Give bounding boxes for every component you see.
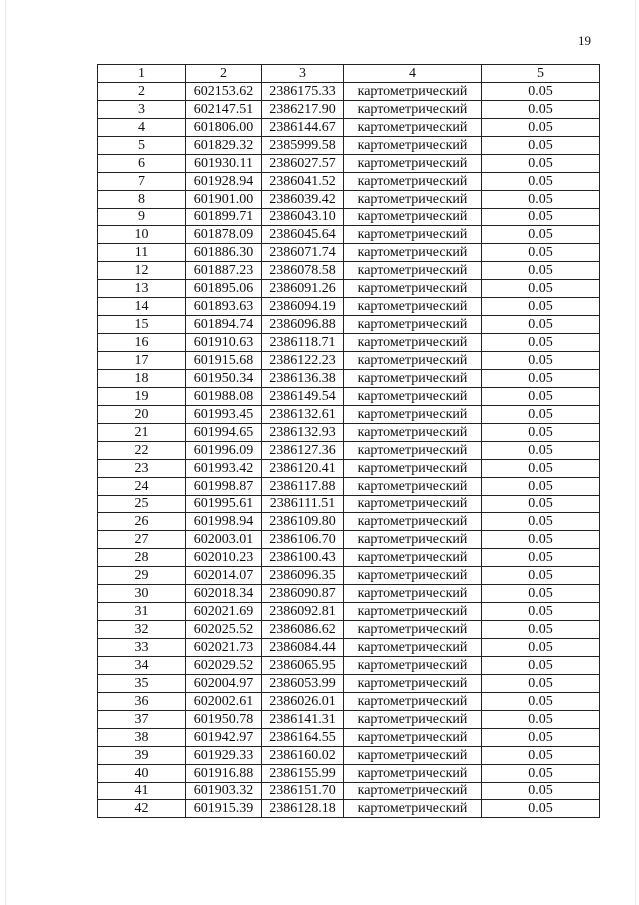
cell-x-coordinate: 601993.45	[186, 405, 262, 423]
cell-x-coordinate: 601899.71	[186, 208, 262, 226]
cell-point-number: 11	[98, 244, 186, 262]
cell-point-number: 17	[98, 352, 186, 370]
cell-accuracy: 0.05	[482, 513, 600, 531]
cell-accuracy: 0.05	[482, 118, 600, 136]
cell-method: картометрический	[344, 495, 482, 513]
cell-point-number: 39	[98, 746, 186, 764]
cell-accuracy: 0.05	[482, 800, 600, 818]
cell-method: картометрический	[344, 459, 482, 477]
cell-x-coordinate: 601915.68	[186, 352, 262, 370]
cell-y-coordinate: 2386027.57	[262, 154, 344, 172]
cell-y-coordinate: 2386217.90	[262, 100, 344, 118]
cell-x-coordinate: 601806.00	[186, 118, 262, 136]
cell-point-number: 3	[98, 100, 186, 118]
cell-method: картометрический	[344, 334, 482, 352]
cell-point-number: 14	[98, 298, 186, 316]
cell-accuracy: 0.05	[482, 82, 600, 100]
cell-point-number: 22	[98, 441, 186, 459]
cell-point-number: 6	[98, 154, 186, 172]
cell-point-number: 34	[98, 656, 186, 674]
cell-y-coordinate: 2386092.81	[262, 603, 344, 621]
cell-method: картометрический	[344, 172, 482, 190]
cell-method: картометрический	[344, 262, 482, 280]
cell-point-number: 35	[98, 674, 186, 692]
cell-point-number: 18	[98, 369, 186, 387]
cell-point-number: 20	[98, 405, 186, 423]
cell-point-number: 2	[98, 82, 186, 100]
cell-method: картометрический	[344, 82, 482, 100]
cell-x-coordinate: 601829.32	[186, 136, 262, 154]
cell-point-number: 38	[98, 728, 186, 746]
cell-accuracy: 0.05	[482, 208, 600, 226]
cell-accuracy: 0.05	[482, 639, 600, 657]
cell-y-coordinate: 2386141.31	[262, 710, 344, 728]
table-row	[98, 369, 600, 387]
cell-accuracy: 0.05	[482, 782, 600, 800]
cell-method: картометрический	[344, 513, 482, 531]
cell-point-number: 24	[98, 477, 186, 495]
cell-y-coordinate: 2386111.51	[262, 495, 344, 513]
cell-y-coordinate: 2386128.18	[262, 800, 344, 818]
cell-y-coordinate: 2386118.71	[262, 334, 344, 352]
cell-method: картометрический	[344, 746, 482, 764]
cell-y-coordinate: 2386090.87	[262, 585, 344, 603]
cell-point-number: 37	[98, 710, 186, 728]
cell-method: картометрический	[344, 100, 482, 118]
cell-x-coordinate: 601994.65	[186, 423, 262, 441]
cell-method: картометрический	[344, 477, 482, 495]
cell-method: картометрический	[344, 441, 482, 459]
cell-method: картометрический	[344, 369, 482, 387]
cell-y-coordinate: 2386109.80	[262, 513, 344, 531]
table-row	[98, 477, 600, 495]
table-row	[98, 298, 600, 316]
cell-y-coordinate: 2386094.19	[262, 298, 344, 316]
table-row	[98, 244, 600, 262]
cell-accuracy: 0.05	[482, 262, 600, 280]
cell-point-number: 28	[98, 549, 186, 567]
cell-x-coordinate: 601903.32	[186, 782, 262, 800]
cell-y-coordinate: 2385999.58	[262, 136, 344, 154]
cell-method: картометрический	[344, 621, 482, 639]
table-row	[98, 423, 600, 441]
table-row	[98, 100, 600, 118]
cell-x-coordinate: 601928.94	[186, 172, 262, 190]
header-cell-method: 4	[344, 65, 482, 83]
table-row	[98, 459, 600, 477]
cell-y-coordinate: 2386127.36	[262, 441, 344, 459]
cell-point-number: 9	[98, 208, 186, 226]
cell-accuracy: 0.05	[482, 280, 600, 298]
cell-point-number: 19	[98, 387, 186, 405]
cell-y-coordinate: 2386122.23	[262, 352, 344, 370]
cell-x-coordinate: 601901.00	[186, 190, 262, 208]
cell-y-coordinate: 2386120.41	[262, 459, 344, 477]
cell-y-coordinate: 2386086.62	[262, 621, 344, 639]
cell-y-coordinate: 2386043.10	[262, 208, 344, 226]
cell-accuracy: 0.05	[482, 656, 600, 674]
cell-method: картометрический	[344, 531, 482, 549]
table-row	[98, 226, 600, 244]
cell-x-coordinate: 602029.52	[186, 656, 262, 674]
cell-point-number: 16	[98, 334, 186, 352]
page-number: 19	[578, 33, 591, 48]
cell-x-coordinate: 602021.73	[186, 639, 262, 657]
cell-accuracy: 0.05	[482, 172, 600, 190]
cell-method: картометрический	[344, 567, 482, 585]
cell-x-coordinate: 601915.39	[186, 800, 262, 818]
table-row	[98, 280, 600, 298]
cell-x-coordinate: 601887.23	[186, 262, 262, 280]
table-row	[98, 405, 600, 423]
table-row	[98, 531, 600, 549]
table-row	[98, 710, 600, 728]
table-row	[98, 118, 600, 136]
cell-y-coordinate: 2386065.95	[262, 656, 344, 674]
cell-y-coordinate: 2386106.70	[262, 531, 344, 549]
cell-y-coordinate: 2386100.43	[262, 549, 344, 567]
cell-accuracy: 0.05	[482, 728, 600, 746]
cell-x-coordinate: 602002.61	[186, 692, 262, 710]
table-row	[98, 585, 600, 603]
table-row	[98, 387, 600, 405]
cell-x-coordinate: 601996.09	[186, 441, 262, 459]
cell-accuracy: 0.05	[482, 100, 600, 118]
cell-method: картометрический	[344, 782, 482, 800]
cell-point-number: 41	[98, 782, 186, 800]
cell-y-coordinate: 2386053.99	[262, 674, 344, 692]
table-row	[98, 190, 600, 208]
cell-x-coordinate: 602004.97	[186, 674, 262, 692]
cell-x-coordinate: 601988.08	[186, 387, 262, 405]
cell-y-coordinate: 2386091.26	[262, 280, 344, 298]
cell-accuracy: 0.05	[482, 692, 600, 710]
cell-accuracy: 0.05	[482, 746, 600, 764]
cell-accuracy: 0.05	[482, 405, 600, 423]
cell-point-number: 8	[98, 190, 186, 208]
cell-accuracy: 0.05	[482, 567, 600, 585]
cell-point-number: 21	[98, 423, 186, 441]
table-row	[98, 746, 600, 764]
scan-edge-right	[635, 0, 636, 905]
cell-accuracy: 0.05	[482, 495, 600, 513]
cell-y-coordinate: 2386175.33	[262, 82, 344, 100]
cell-method: картометрический	[344, 603, 482, 621]
cell-method: картометрический	[344, 423, 482, 441]
header-cell-x: 2	[186, 65, 262, 83]
cell-y-coordinate: 2386071.74	[262, 244, 344, 262]
cell-accuracy: 0.05	[482, 710, 600, 728]
cell-accuracy: 0.05	[482, 459, 600, 477]
cell-point-number: 15	[98, 316, 186, 334]
cell-accuracy: 0.05	[482, 136, 600, 154]
cell-x-coordinate: 601993.42	[186, 459, 262, 477]
cell-y-coordinate: 2386160.02	[262, 746, 344, 764]
cell-accuracy: 0.05	[482, 603, 600, 621]
cell-method: картометрический	[344, 298, 482, 316]
cell-x-coordinate: 601998.87	[186, 477, 262, 495]
cell-method: картометрический	[344, 728, 482, 746]
cell-accuracy: 0.05	[482, 298, 600, 316]
cell-accuracy: 0.05	[482, 531, 600, 549]
cell-method: картометрический	[344, 280, 482, 298]
cell-accuracy: 0.05	[482, 674, 600, 692]
cell-accuracy: 0.05	[482, 154, 600, 172]
cell-y-coordinate: 2386117.88	[262, 477, 344, 495]
cell-method: картометрический	[344, 692, 482, 710]
table-row	[98, 692, 600, 710]
cell-y-coordinate: 2386149.54	[262, 387, 344, 405]
cell-point-number: 10	[98, 226, 186, 244]
cell-point-number: 40	[98, 764, 186, 782]
table-row	[98, 656, 600, 674]
table-row	[98, 441, 600, 459]
cell-point-number: 25	[98, 495, 186, 513]
cell-x-coordinate: 602014.07	[186, 567, 262, 585]
cell-accuracy: 0.05	[482, 387, 600, 405]
cell-x-coordinate: 601893.63	[186, 298, 262, 316]
table-row	[98, 262, 600, 280]
cell-point-number: 26	[98, 513, 186, 531]
table-row	[98, 208, 600, 226]
cell-x-coordinate: 602010.23	[186, 549, 262, 567]
cell-point-number: 33	[98, 639, 186, 657]
cell-y-coordinate: 2386078.58	[262, 262, 344, 280]
table-row	[98, 621, 600, 639]
cell-accuracy: 0.05	[482, 585, 600, 603]
table-row	[98, 782, 600, 800]
cell-point-number: 12	[98, 262, 186, 280]
cell-point-number: 42	[98, 800, 186, 818]
cell-x-coordinate: 601995.61	[186, 495, 262, 513]
cell-x-coordinate: 602018.34	[186, 585, 262, 603]
cell-accuracy: 0.05	[482, 441, 600, 459]
table-row	[98, 549, 600, 567]
cell-point-number: 5	[98, 136, 186, 154]
cell-x-coordinate: 601950.34	[186, 369, 262, 387]
cell-x-coordinate: 601929.33	[186, 746, 262, 764]
cell-point-number: 4	[98, 118, 186, 136]
cell-y-coordinate: 2386041.52	[262, 172, 344, 190]
cell-point-number: 13	[98, 280, 186, 298]
cell-accuracy: 0.05	[482, 226, 600, 244]
cell-x-coordinate: 602147.51	[186, 100, 262, 118]
cell-x-coordinate: 601950.78	[186, 710, 262, 728]
cell-y-coordinate: 2386084.44	[262, 639, 344, 657]
cell-x-coordinate: 601930.11	[186, 154, 262, 172]
table-row	[98, 674, 600, 692]
cell-method: картометрический	[344, 800, 482, 818]
table-row	[98, 334, 600, 352]
cell-accuracy: 0.05	[482, 352, 600, 370]
cell-method: картометрический	[344, 190, 482, 208]
cell-point-number: 23	[98, 459, 186, 477]
cell-y-coordinate: 2386164.55	[262, 728, 344, 746]
cell-y-coordinate: 2386132.61	[262, 405, 344, 423]
cell-y-coordinate: 2386151.70	[262, 782, 344, 800]
table-row	[98, 495, 600, 513]
cell-point-number: 30	[98, 585, 186, 603]
table-body	[98, 65, 600, 818]
cell-method: картометрический	[344, 585, 482, 603]
cell-method: картометрический	[344, 387, 482, 405]
table-row	[98, 639, 600, 657]
cell-method: картометрический	[344, 710, 482, 728]
cell-accuracy: 0.05	[482, 621, 600, 639]
header-cell-point: 1	[98, 65, 186, 83]
cell-accuracy: 0.05	[482, 244, 600, 262]
cell-x-coordinate: 601910.63	[186, 334, 262, 352]
scan-edge-left	[5, 0, 6, 905]
cell-x-coordinate: 602025.52	[186, 621, 262, 639]
cell-x-coordinate: 601894.74	[186, 316, 262, 334]
cell-method: картометрический	[344, 244, 482, 262]
cell-y-coordinate: 2386136.38	[262, 369, 344, 387]
table-row	[98, 603, 600, 621]
header-cell-accuracy: 5	[482, 65, 600, 83]
header-row	[98, 65, 600, 83]
cell-method: картометрический	[344, 639, 482, 657]
cell-x-coordinate: 602003.01	[186, 531, 262, 549]
cell-accuracy: 0.05	[482, 334, 600, 352]
cell-x-coordinate: 601886.30	[186, 244, 262, 262]
table-row	[98, 316, 600, 334]
cell-method: картометрический	[344, 656, 482, 674]
cell-method: картометрический	[344, 208, 482, 226]
cell-x-coordinate: 601916.88	[186, 764, 262, 782]
cell-x-coordinate: 602153.62	[186, 82, 262, 100]
table-row	[98, 800, 600, 818]
cell-accuracy: 0.05	[482, 190, 600, 208]
table-row	[98, 567, 600, 585]
table-row	[98, 82, 600, 100]
cell-point-number: 36	[98, 692, 186, 710]
cell-y-coordinate: 2386096.88	[262, 316, 344, 334]
cell-method: картометрический	[344, 154, 482, 172]
cell-y-coordinate: 2386144.67	[262, 118, 344, 136]
cell-x-coordinate: 601998.94	[186, 513, 262, 531]
cell-y-coordinate: 2386096.35	[262, 567, 344, 585]
cell-method: картометрический	[344, 136, 482, 154]
cell-x-coordinate: 601942.97	[186, 728, 262, 746]
header-cell-y: 3	[262, 65, 344, 83]
cell-y-coordinate: 2386039.42	[262, 190, 344, 208]
cell-point-number: 29	[98, 567, 186, 585]
cell-accuracy: 0.05	[482, 477, 600, 495]
cell-method: картометрический	[344, 226, 482, 244]
cell-accuracy: 0.05	[482, 764, 600, 782]
cell-point-number: 7	[98, 172, 186, 190]
cell-accuracy: 0.05	[482, 423, 600, 441]
cell-point-number: 31	[98, 603, 186, 621]
cell-y-coordinate: 2386155.99	[262, 764, 344, 782]
table-row	[98, 172, 600, 190]
cell-method: картометрический	[344, 674, 482, 692]
table-row	[98, 154, 600, 172]
table-row	[98, 728, 600, 746]
cell-accuracy: 0.05	[482, 369, 600, 387]
cell-method: картометрический	[344, 352, 482, 370]
cell-point-number: 27	[98, 531, 186, 549]
cell-x-coordinate: 601895.06	[186, 280, 262, 298]
cell-accuracy: 0.05	[482, 549, 600, 567]
cell-y-coordinate: 2386026.01	[262, 692, 344, 710]
cell-point-number: 32	[98, 621, 186, 639]
coordinates-table	[97, 64, 600, 818]
cell-y-coordinate: 2386045.64	[262, 226, 344, 244]
cell-y-coordinate: 2386132.93	[262, 423, 344, 441]
cell-x-coordinate: 602021.69	[186, 603, 262, 621]
table-row	[98, 136, 600, 154]
table-row	[98, 352, 600, 370]
cell-accuracy: 0.05	[482, 316, 600, 334]
table-row	[98, 764, 600, 782]
cell-x-coordinate: 601878.09	[186, 226, 262, 244]
table-row	[98, 513, 600, 531]
cell-method: картометрический	[344, 118, 482, 136]
cell-method: картометрический	[344, 316, 482, 334]
cell-method: картометрический	[344, 764, 482, 782]
cell-method: картометрический	[344, 549, 482, 567]
cell-method: картометрический	[344, 405, 482, 423]
